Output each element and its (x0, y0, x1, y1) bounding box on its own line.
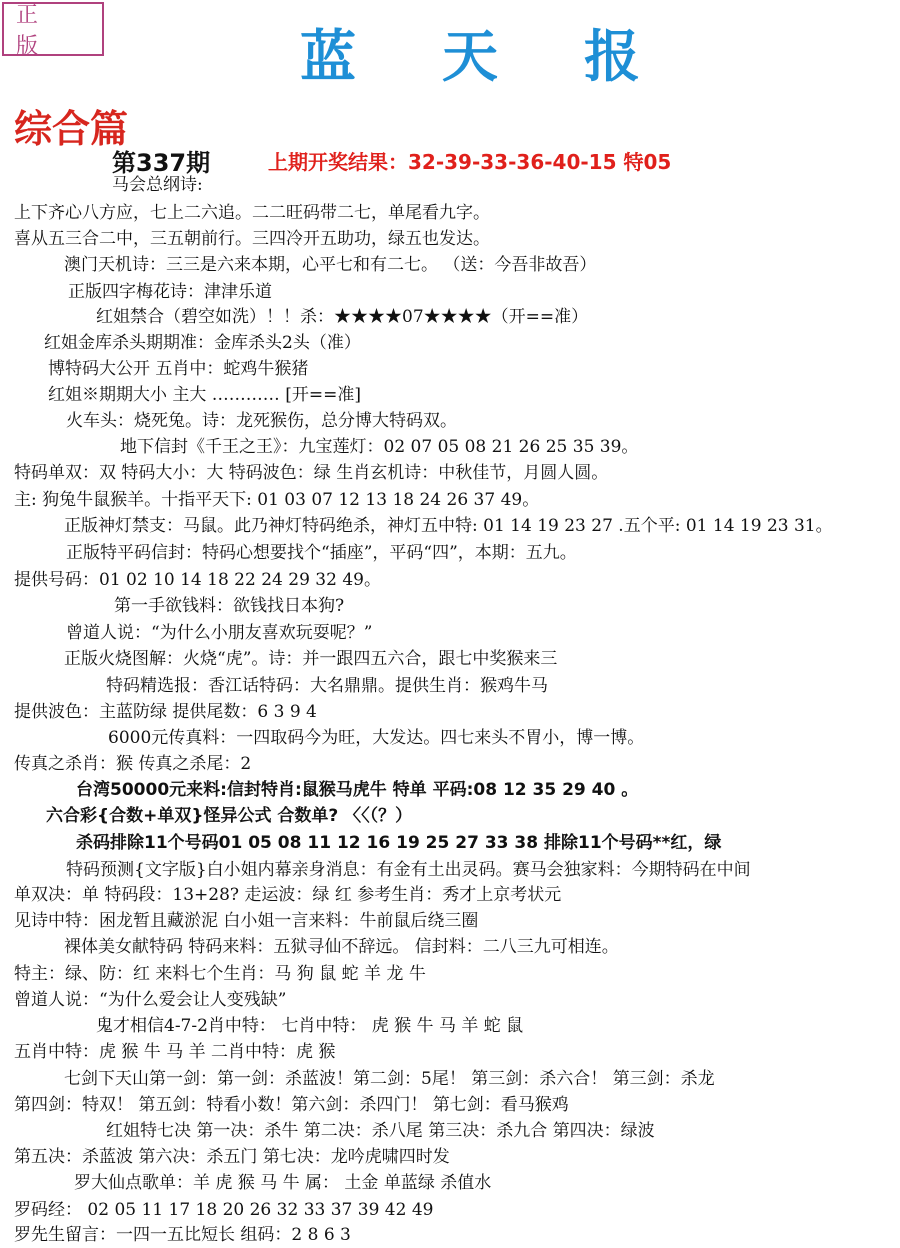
text-line: 地下信封《千王之王》：九宝莲灯：02 07 05 08 21 26 25 35 39。 (120, 437, 639, 457)
text-line: 五肖中特：虎 猴 牛 马 羊 二肖中特：虎 猴 (14, 1042, 336, 1062)
text-line: 罗大仙点歌单：羊 虎 猴 马 牛 属： 土金 单蓝绿 杀值水 (74, 1173, 492, 1193)
text-line: 红姐禁合（碧空如洗）！！杀：★★★★07★★★★（开==准） (96, 307, 589, 327)
text-line: 特码精选报：香江话特码：大名鼎鼎。提供生肖：猴鸡牛马 (106, 676, 548, 696)
text-line: 博特码大公开 五肖中：蛇鸡牛猴猪 (48, 359, 309, 379)
stamp-genuine-edition: 正 版 (2, 2, 104, 56)
text-line: 罗码经： 02 05 11 17 18 20 26 32 33 37 39 42 49 (14, 1200, 434, 1220)
text-line: 第一手欲钱料：欲钱找日本狗? (114, 596, 345, 616)
text-line: 鬼才相信4-7-2肖中特： 七肖中特： 虎 猴 牛 马 羊 蛇 鼠 (96, 1016, 524, 1036)
text-line: 6000元传真料：一四取码今为旺，大发达。四七来头不胃小，博一博。 (108, 728, 645, 748)
text-line: 特主：绿、防：红 来料七个生肖：马 狗 鼠 蛇 羊 龙 牛 (14, 964, 426, 984)
section-heading: 综合篇 (14, 106, 129, 151)
text-line: 红姐※期期大小 主大 ………… [开==准] (48, 385, 361, 405)
text-line: 传真之杀肖：猴 传真之杀尾：2 (14, 754, 252, 774)
text-line: 正版火烧图解：火烧“虎”。诗：并一跟四五六合，跟七中奖猴来三 (64, 649, 558, 669)
text-line: 提供号码：01 02 10 14 18 22 24 29 32 49。 (14, 570, 381, 590)
text-line: 红姐金库杀头期期准：金库杀头2头（准） (44, 333, 361, 353)
title-char-1: 蓝 (300, 24, 356, 90)
text-line: 正版特平码信封：特码心想要找个“插座”，平码“四”，本期：五九。 (66, 543, 577, 563)
last-draw-result: 上期开奖结果：32-39-33-36-40-15 特05 (268, 150, 672, 174)
text-line: 主: 狗兔牛鼠猴羊。十指平天下: 01 03 07 12 13 18 24 26 37 49。 (14, 490, 540, 510)
text-line: 罗先生留言：一四一五比短长 组码：2 8 6 3 (14, 1225, 351, 1245)
text-line: 澳门天机诗：三三是六来本期，心平七和有二七。 （送：今吾非故吾） (64, 255, 597, 275)
text-line: 见诗中特：困龙暂且藏淤泥 白小姐一言来料：牛前鼠后绕三圈 (14, 911, 479, 931)
text-line: 杀码排除11个号码01 05 08 11 12 16 19 25 27 33 38 排除11个号码**红，绿 (76, 833, 722, 853)
text-line: 提供波色：主蓝防绿 提供尾数：6 3 9 4 (14, 702, 317, 722)
text-line: 正版神灯禁支：马鼠。此乃神灯特码绝杀，神灯五中特: 01 14 19 23 27 .五个平: 01 14 19 23 31。 (64, 516, 833, 536)
text-line: 七剑下天山第一剑：第一剑：杀蓝波！第二剑：5尾！ 第三剑：杀六合！ 第三剑：杀龙 (64, 1069, 715, 1089)
text-line: 红姐特七决 第一决：杀牛 第二决：杀八尾 第三决：杀九合 第四决：绿波 (106, 1121, 655, 1141)
text-line: 曾道人说：“为什么小朋友喜欢玩耍呢？” (66, 623, 373, 643)
page-title (300, 18, 640, 88)
text-line: 马会总纲诗: (112, 175, 203, 195)
text-line: 第五决：杀蓝波 第六决：杀五门 第七决：龙吟虎啸四时发 (14, 1147, 450, 1167)
text-line: 喜从五三合二中，三五朝前行。三四冷开五助功，绿五也发达。 (14, 229, 490, 249)
text-line: 六合彩{合数+单双}怪异公式 合数单? 〈〈（？） (46, 806, 413, 826)
text-line: 第四剑：特双！ 第五剑：特看小数！第六剑：杀四门！ 第七剑：看马猴鸡 (14, 1095, 569, 1115)
text-line: 曾道人说：“为什么爱会让人变残缺” (14, 990, 287, 1010)
title-char-2: 天 (442, 24, 498, 90)
text-line: 正版四字梅花诗：津津乐道 (68, 282, 272, 302)
text-line: 台湾50000元来料:信封特肖:鼠猴马虎牛 特单 平码:08 12 35 29 40 。 (76, 780, 639, 800)
text-line: 特码单双：双 特码大小：大 特码波色：绿 生肖玄机诗：中秋佳节，月圆人圆。 (14, 463, 609, 483)
text-line: 火车头：烧死兔。诗：龙死猴伤，总分博大特码双。 (66, 411, 457, 431)
text-line: 特码预测{文字版}白小姐内幕亲身消息：有金有土出灵码。赛马会独家料：今期特码在中间 (66, 860, 751, 880)
text-line: 单双决：单 特码段：13+28? 走运波：绿 红 参考生肖：秀才上京考状元 (14, 885, 562, 905)
text-line: 裸体美女献特码 特码来料：五狱寻仙不辞远。 信封料：二八三九可相连。 (64, 937, 619, 957)
title-char-3: 报 (584, 24, 640, 90)
text-line: 上下齐心八方应，七上二六追。二二旺码带二七，单尾看九字。 (14, 203, 490, 223)
issue-number: 第337期 (112, 149, 211, 177)
